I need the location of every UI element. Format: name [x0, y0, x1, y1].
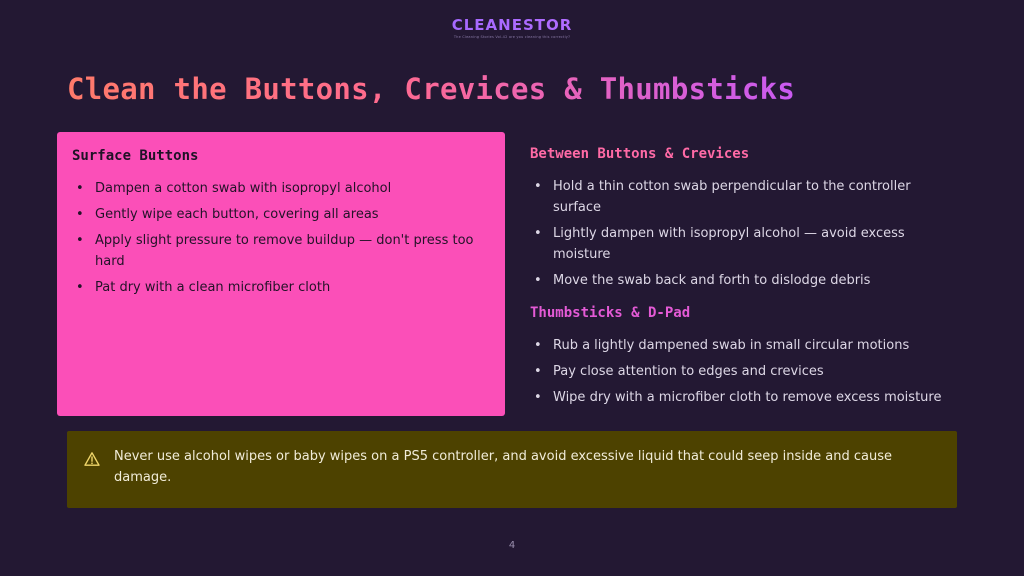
between-buttons-list: [530, 176, 950, 291]
page-number: 4: [508, 540, 516, 551]
list-item: • Lightly dampen with isopropyl alcohol — avoid excess moisture: [530, 223, 950, 265]
brand-tagline: The Cleaning Stories Vol-42 are you cleaning this correctly?: [453, 35, 571, 39]
brand-name: CLEANESTOR: [0, 16, 1024, 34]
slide-title: Clean the Buttons, Crevices & Thumbsticks: [67, 72, 796, 106]
list-item: • Dampen a cotton swab with isopropyl alcohol: [72, 178, 489, 199]
list-item: • Apply slight pressure to remove buildup — don't press too hard: [72, 230, 489, 272]
warning-callout: [67, 431, 957, 508]
list-item: • Move the swab back and forth to dislodge debris: [530, 270, 950, 291]
list-item: • Wipe dry with a microfiber cloth to remove excess moisture: [530, 387, 950, 408]
list-item: • Gently wipe each button, covering all areas: [72, 204, 489, 225]
surface-buttons-heading: Surface Buttons: [72, 148, 199, 164]
between-buttons-heading: Between Buttons & Crevices: [530, 146, 750, 162]
warning-text: Never use alcohol wipes or baby wipes on a PS5 controller, and avoid excessive liquid that could seep inside and cause damage.: [114, 449, 893, 485]
list-item: • Hold a thin cotton swab perpendicular to the controller surface: [530, 176, 950, 218]
surface-buttons-card: [57, 132, 505, 416]
right-column: [530, 146, 950, 413]
thumbsticks-list: [530, 335, 950, 408]
list-item: • Rub a lightly dampened swab in small circular motions: [530, 335, 950, 356]
brand-logo: [0, 16, 1024, 39]
list-item: • Pay close attention to edges and crevices: [530, 361, 950, 382]
warning-triangle-icon: [84, 451, 100, 467]
list-item: • Pat dry with a clean microfiber cloth: [72, 277, 489, 298]
surface-buttons-list: [72, 178, 489, 298]
thumbsticks-heading: Thumbsticks & D-Pad: [530, 305, 691, 321]
